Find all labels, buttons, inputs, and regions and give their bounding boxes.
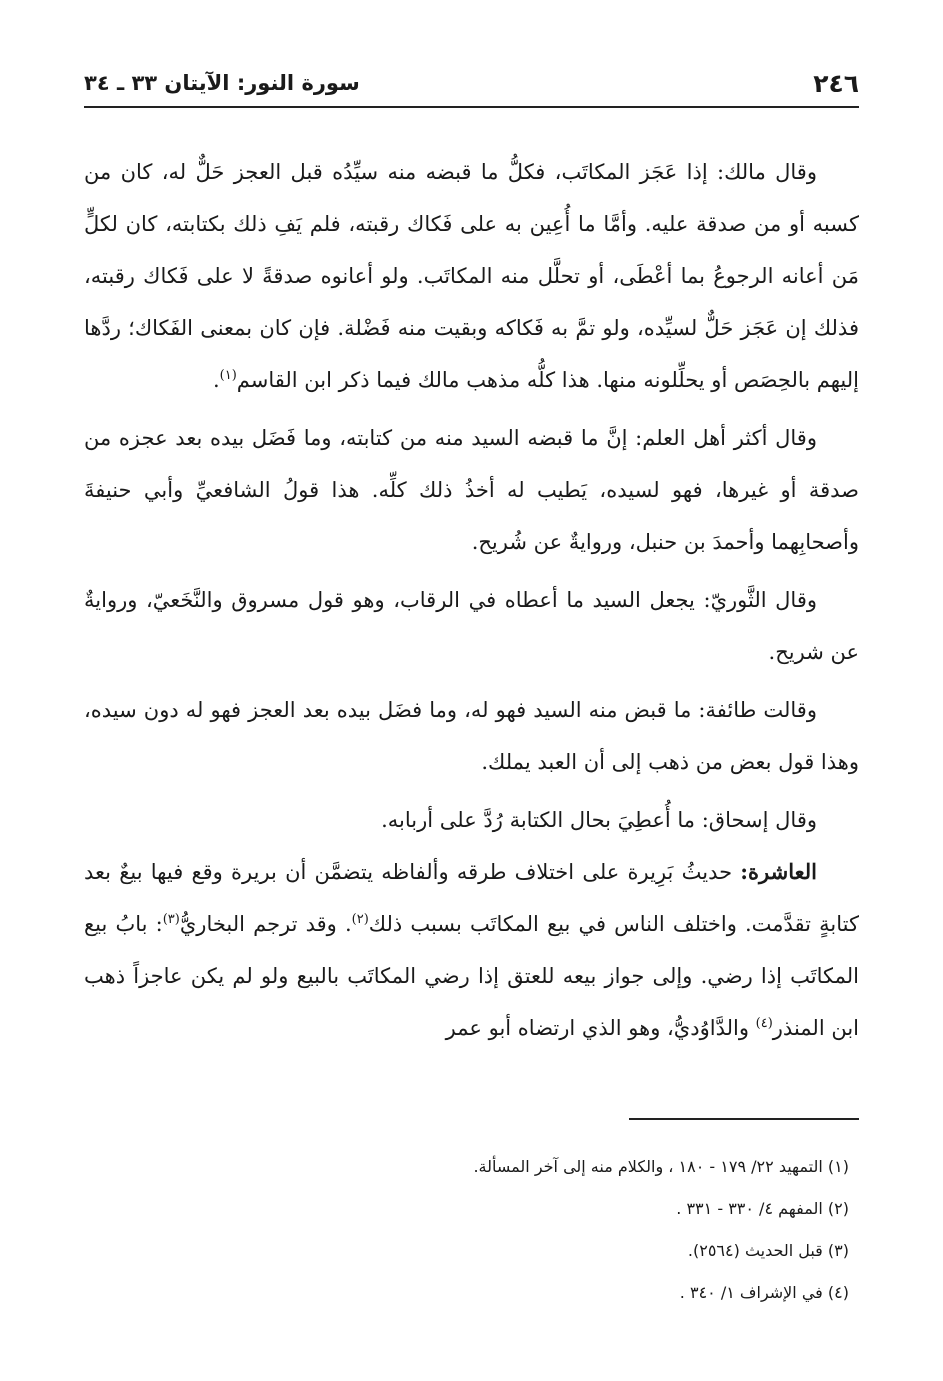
running-title: سورة النور: الآيتان ٣٣ ـ ٣٤ <box>84 71 360 95</box>
paragraph-text: وقال الثَّوريّ: يجعل السيد ما أعطاه في الرقاب، وهو قول مسروق والنَّخَعيّ، وروايةٌ عن شريح. <box>84 588 859 664</box>
paragraph-text: : بابُ بيع المكاتَب إذا رضي. وإلى جواز بيعه للعتق إذا رضي المكاتَب بالبيع ولو لم يكن عاجزاً ذهب ابن المنذر <box>84 912 859 1040</box>
main-text <box>84 146 859 1060</box>
paragraph-text: حديثُ بَرِيرة على اختلاف طرقه وألفاظه يتضمَّن أن بريرة وقع فيها بيعٌ بعد كتابةٍ تقدَّمت. واختلف الناس في بيع المكاتَب بسبب ذلك <box>84 860 859 936</box>
footnote-4: (٤) في الإشراف ١/ ٣٤٠ . <box>679 1283 849 1302</box>
paragraph-text: وقالت طائفة: ما قبض منه السيد فهو له، وما فضَل بيده بعد العجز فهو له دون سيده، وهذا قول بعض من ذهب إلى أن العبد يملك. <box>84 698 859 774</box>
footnote-2: (٢) المفهم ٤/ ٣٣٠ - ٣٣١ . <box>676 1199 849 1218</box>
footnote-ref-1: (١) <box>219 368 237 383</box>
paragraph-text: والدَّاوُديُّ، وهو الذي ارتضاه أبو عمر <box>445 1016 756 1040</box>
paragraph-tenth-issue <box>84 846 859 1054</box>
paragraph-text: وقال إسحاق: ما أُعطِيَ بحال الكتابة رُدَّ على أربابه. <box>381 808 817 832</box>
page-header <box>84 62 859 104</box>
paragraph-majority <box>84 412 859 568</box>
footnote-ref-4: (٤) <box>755 1016 773 1031</box>
footnote-divider <box>629 1118 859 1120</box>
paragraph-text: وقال مالك: إذا عَجَز المكاتَب، فكلُّ ما قبضه منه سيِّدُه قبل العجز حَلٌّ له، كان من كسبه أو من صدقة عليه. وأمَّا ما أُعِين به على فَكاك رقبته، فلم يَفِ ذلك بكتابته، كان لكلٍّ مَن أعانه الرجوعُ بما أعْطَى، أو تحلَّل منه المكاتَب. ولو أعانوه صدقةً لا على فَكاك رقبته، فذلك إن عَجَز حَلٌّ لسيِّده، ولو تمَّ به فَكاكه وبقيت منه فَضْلة. فإن كان بمعنى الفَكاك؛ ردَّها إليهم بالحِصَص أو يحلِّلونه منها. هذا كلُّه مذهب مالك فيما ذكر ابن القاسم <box>84 160 859 392</box>
paragraph-text: وقال أكثر أهل العلم: إنَّ ما قبضه السيد منه من كتابته، وما فَضَل بيده بعد عجزه من صدقة أو غيرها، فهو لسيده، يَطيب له أخذُ ذلك كلِّه. هذا قولُ الشافعيِّ وأبي حنيفةَ وأصحابِهما وأحمدَ بن حنبل، وروايةٌ عن شُريح. <box>84 426 859 554</box>
section-heading: العاشرة: <box>740 859 817 884</box>
footnote-3: (٣) قبل الحديث (٢٥٦٤). <box>687 1241 849 1260</box>
header-divider <box>84 106 859 108</box>
paragraph-malik <box>84 146 859 406</box>
page-number: ٢٤٦ <box>813 68 859 98</box>
footnote-ref-2: (٢) <box>351 912 369 927</box>
paragraph-group <box>84 684 859 788</box>
paragraph-tail: . <box>212 368 220 392</box>
footnotes <box>84 1146 859 1314</box>
paragraph-thawri <box>84 574 859 678</box>
paragraph-ishaq <box>84 794 859 846</box>
footnote-1: (١) التمهيد ٢٢/ ١٧٩ - ١٨٠ ، والكلام منه إلى آخر المسألة. <box>473 1157 849 1176</box>
footnote-ref-3: (٣) <box>162 912 180 927</box>
paragraph-text: . وقد ترجم البخاريُّ <box>179 912 352 936</box>
